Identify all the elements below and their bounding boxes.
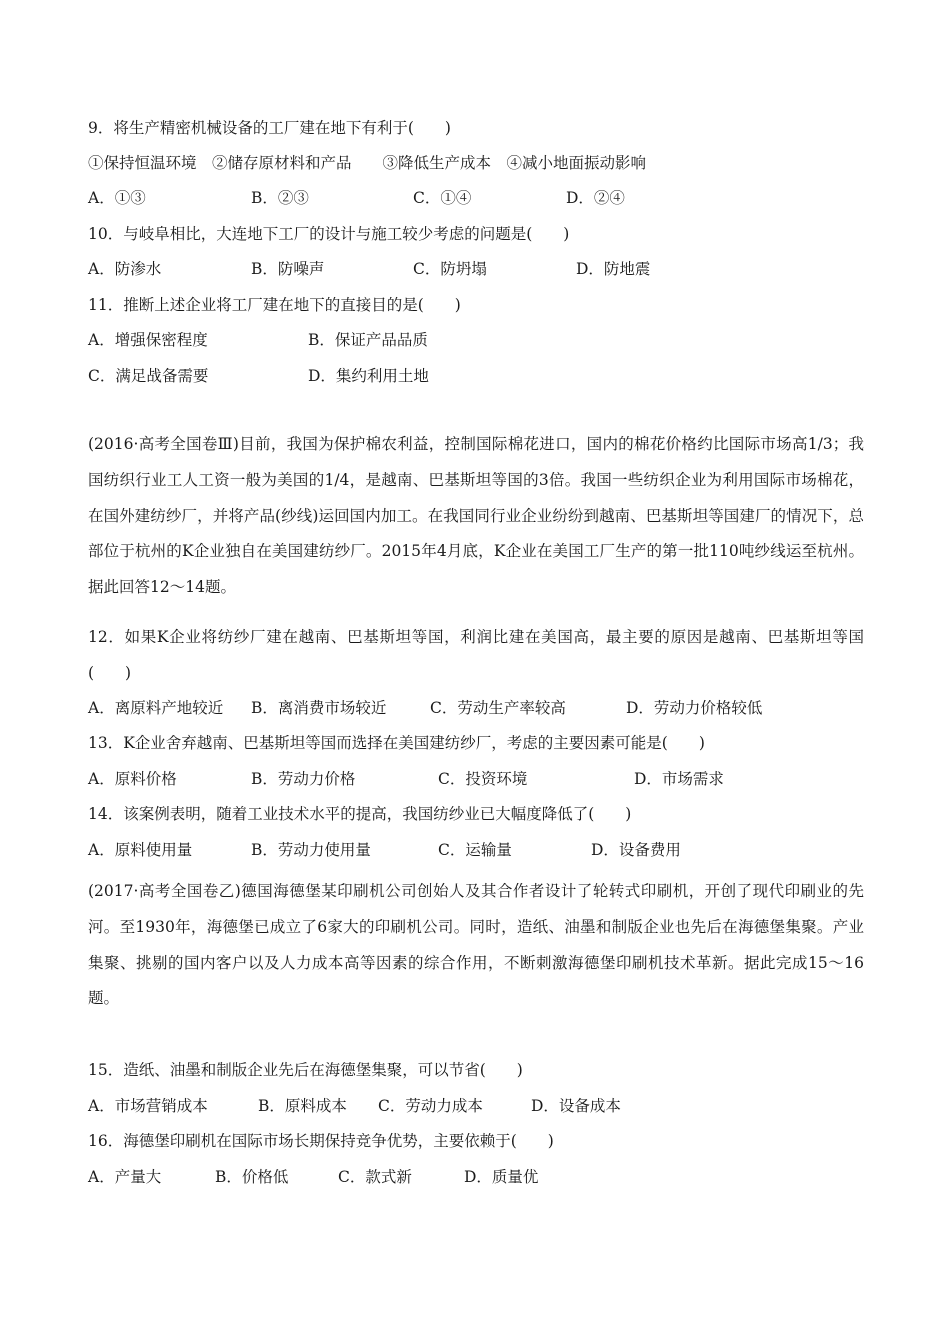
q13-option-c[interactable]: C．投资环境 [438, 770, 528, 788]
q15-option-c[interactable]: C．劳动力成本 [378, 1097, 483, 1115]
q13-option-d[interactable]: D．市场需求 [634, 770, 724, 788]
passage-2017: (2017·高考全国卷乙)德国海德堡某印刷机公司创始人及其合作者设计了轮转式印刷机，开创了现代印刷业的先河。至1930年，海德堡已成立了6家大的印刷机公司。同时，造纸、油墨和制版企业也先后在海德堡集聚。产业集聚、挑剔的国内客户以及人力成本高等因素的综合作用，不断刺激海德堡印刷机技术革新。据此完成15～16题。 [88, 882, 864, 1008]
q13-option-a[interactable]: A．原料价格 [88, 770, 177, 788]
q9-stem: 9．将生产精密机械设备的工厂建在地下有利于( ) [88, 119, 451, 137]
q15-stem: 15．造纸、油墨和制版企业先后在海德堡集聚，可以节省( ) [88, 1061, 523, 1079]
q11-option-d[interactable]: D．集约利用土地 [308, 367, 429, 385]
q15-option-b[interactable]: B．原料成本 [258, 1097, 347, 1115]
q14-option-a[interactable]: A．原料使用量 [88, 841, 193, 859]
q14-options [88, 840, 864, 860]
q10-option-b[interactable]: B．防噪声 [251, 260, 325, 278]
q11-option-c[interactable]: C．满足战备需要 [88, 367, 209, 385]
q16-option-c[interactable]: C．款式新 [338, 1168, 412, 1186]
q11-option-b[interactable]: B．保证产品品质 [308, 331, 428, 349]
q13-option-b[interactable]: B．劳动力价格 [251, 770, 356, 788]
q12-stem: 12．如果K企业将纺纱厂建在越南、巴基斯坦等国，利润比建在美国高，最主要的原因是越南、巴基斯坦等国( ) [88, 628, 864, 682]
q9-option-a[interactable]: A．①③ [88, 189, 146, 207]
q14-option-d[interactable]: D．设备费用 [591, 841, 681, 859]
q11-options-row-2 [88, 366, 864, 386]
q16-stem: 16．海德堡印刷机在国际市场长期保持竞争优势，主要依赖于( ) [88, 1132, 554, 1150]
q16-option-d[interactable]: D．质量优 [464, 1168, 539, 1186]
q14-stem: 14．该案例表明，随着工业技术水平的提高，我国纺纱业已大幅度降低了( ) [88, 805, 632, 823]
q12-option-b[interactable]: B．离消费市场较近 [251, 699, 387, 717]
q13-options [88, 769, 864, 789]
q12-option-d[interactable]: D．劳动力价格较低 [626, 699, 763, 717]
q14-option-c[interactable]: C．运输量 [438, 841, 512, 859]
q15-option-d[interactable]: D．设备成本 [531, 1097, 621, 1115]
q9-option-c[interactable]: C．①④ [413, 189, 472, 207]
q10-option-c[interactable]: C．防坍塌 [413, 260, 487, 278]
q12-option-c[interactable]: C．劳动生产率较高 [430, 699, 566, 717]
q12-options [88, 698, 864, 718]
q10-option-d[interactable]: D．防地震 [576, 260, 651, 278]
q16-options [88, 1167, 864, 1187]
passage-2016: (2016·高考全国卷Ⅲ)目前，我国为保护棉农利益，控制国际棉花进口，国内的棉花价格约比国际市场高1/3；我国纺织行业工人工资一般为美国的1/4，是越南、巴基斯坦等国的3倍。我国一些纺织企业为利用国际市场棉花，在国外建纺纱厂，并将产品(纱线)运回国内加工。在我国同行业企业纷纷到越南、巴基斯坦等国建厂的情况下，总部位于杭州的K企业独自在美国建纺纱厂。2015年4月底，K企业在美国工厂生产的第一批110吨纱线运至杭州。据此回答12～14题。 [88, 435, 864, 597]
q9-option-b[interactable]: B．②③ [251, 189, 309, 207]
q9-options [88, 188, 864, 208]
q15-option-a[interactable]: A．市场营销成本 [88, 1097, 208, 1115]
q13-stem: 13．K企业舍弃越南、巴基斯坦等国而选择在美国建纺纱厂，考虑的主要因素可能是( ) [88, 734, 705, 752]
q9-option-d[interactable]: D．②④ [566, 189, 625, 207]
q16-option-b[interactable]: B．价格低 [215, 1168, 289, 1186]
q11-options-row-1 [88, 330, 864, 350]
q14-option-b[interactable]: B．劳动力使用量 [251, 841, 371, 859]
q10-option-a[interactable]: A．防渗水 [88, 260, 162, 278]
q16-option-a[interactable]: A．产量大 [88, 1168, 162, 1186]
q9-statements: ①保持恒温环境 ②储存原材料和产品 ③降低生产成本 ④减小地面振动影响 [88, 154, 647, 172]
q11-option-a[interactable]: A．增强保密程度 [88, 331, 208, 349]
q15-options [88, 1096, 864, 1116]
q10-stem: 10．与岐阜相比，大连地下工厂的设计与施工较少考虑的问题是( ) [88, 225, 570, 243]
q12-option-a[interactable]: A．离原料产地较近 [88, 699, 224, 717]
q10-options [88, 259, 864, 279]
q11-stem: 11．推断上述企业将工厂建在地下的直接目的是( ) [88, 296, 461, 314]
